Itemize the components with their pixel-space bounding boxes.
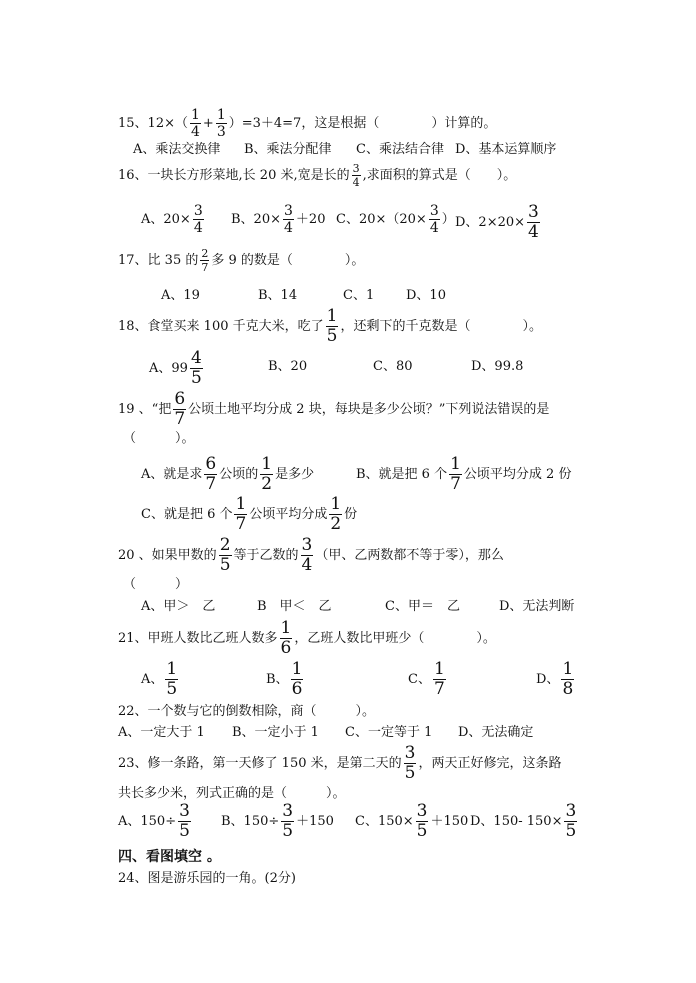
- numerator: 3: [352, 162, 360, 175]
- option-fraction: [193, 204, 204, 235]
- numerator: 3: [416, 801, 428, 821]
- q20-answer-blank: （ ）: [123, 577, 189, 592]
- option-fraction: [527, 204, 540, 241]
- q18-option-a: [149, 350, 205, 387]
- numerator: 3: [179, 801, 190, 821]
- numerator: 4: [190, 348, 202, 368]
- q22-option-d: D、无法确定: [458, 725, 534, 740]
- option-fraction: [291, 661, 304, 698]
- q18-option-c: C、80: [373, 359, 413, 374]
- option-fraction: [234, 496, 247, 533]
- numerator: 3: [565, 801, 577, 821]
- q23-text-end: ，两天正好修完，这条路: [418, 756, 562, 771]
- denominator: 6: [291, 679, 303, 699]
- q20-fraction-2: [301, 537, 314, 574]
- numerator: 3: [284, 203, 293, 219]
- q16-text-start: 16、一块长方形菜地,长 20 米,宽是长的: [118, 168, 350, 183]
- q20-text-start: 20 、如果甲数的: [118, 548, 217, 563]
- denominator: 4: [429, 220, 439, 236]
- numerator: 1: [433, 659, 445, 679]
- denominator: 5: [166, 679, 178, 699]
- q15-option-b: B、乘法分配律: [244, 142, 332, 157]
- denominator: 2: [330, 514, 342, 534]
- option-text: 公顷平均分成: [249, 507, 328, 522]
- denominator: 7: [235, 514, 247, 534]
- q18-text-end: ，还剩下的千克数是（ ）。: [340, 319, 542, 334]
- question-18: [118, 308, 542, 345]
- q17-text-start: 17、比 35 的: [118, 253, 199, 268]
- q19-answer-blank: （ ）。: [123, 431, 195, 446]
- q21-text-end: ，乙班人数比甲班少（ ）。: [294, 631, 496, 646]
- option-fraction: [283, 204, 294, 235]
- numerator: 1: [291, 659, 303, 679]
- option-fraction: [449, 456, 462, 493]
- q16-option-d: [455, 204, 542, 241]
- denominator: 5: [219, 555, 231, 575]
- q23-option-c: [355, 803, 468, 840]
- option-text: A、99: [149, 360, 188, 376]
- q23-text-start: 23、修一条路，第一天修了 150 米，是第二天的: [118, 756, 402, 771]
- option-text: ＋150: [296, 814, 334, 829]
- denominator: 4: [190, 124, 200, 140]
- numerator: 1: [235, 494, 247, 514]
- q15-option-d: D、基本运算顺序: [455, 142, 557, 157]
- denominator: 4: [301, 555, 313, 575]
- q22-option-a: A、一定大于 1: [118, 725, 205, 740]
- option-fraction: [329, 496, 342, 533]
- option-fraction: [281, 803, 294, 840]
- q21-option-b: [266, 661, 305, 698]
- numerator: 3: [282, 801, 294, 821]
- denominator: 7: [433, 679, 445, 699]
- denominator: 4: [352, 176, 360, 189]
- q23-text-line2: 共长多少米，列式正确的是（ ）。: [118, 786, 346, 801]
- option-label: A、: [141, 672, 164, 687]
- denominator: 5: [179, 821, 190, 841]
- denominator: 5: [190, 368, 202, 388]
- question-16: [118, 163, 516, 188]
- q20-option-a: A、甲＞ 乙: [141, 599, 216, 614]
- q16-option-b: [231, 204, 325, 235]
- denominator: 5: [326, 326, 338, 346]
- numerator: 1: [450, 454, 461, 474]
- option-text: C、150×: [355, 814, 414, 829]
- denominator: 6: [280, 638, 292, 658]
- option-text: ＋150: [430, 814, 469, 829]
- option-text: 公顷的: [219, 467, 259, 482]
- q17-text-end: 多 9 的数是（ ）。: [211, 253, 365, 268]
- denominator: 8: [562, 679, 574, 699]
- q17-option-c: C、1: [343, 288, 375, 303]
- option-text: B、就是把 6 个: [356, 467, 448, 482]
- numerator: 1: [330, 494, 342, 514]
- numerator: 2: [219, 535, 231, 555]
- q19-fraction: [173, 391, 186, 428]
- option-text: A、就是求: [141, 467, 203, 482]
- q20-text-mid: 等于乙数的: [233, 548, 299, 563]
- q15-option-c: C、乘法结合律: [356, 142, 444, 157]
- option-fraction: [190, 350, 203, 387]
- option-label: B、: [266, 672, 289, 687]
- numerator: 1: [216, 107, 226, 123]
- option-text: 公顷平均分成 2 份: [463, 467, 572, 482]
- numerator: 2: [201, 247, 209, 260]
- option-text: ）: [441, 212, 455, 227]
- q19-option-b: [356, 456, 571, 493]
- q20-fraction-1: [219, 537, 232, 574]
- q19-option-c: [141, 496, 357, 533]
- question-24: 24、图是游乐园的一角。(2分): [118, 871, 296, 886]
- numerator: 1: [280, 618, 292, 638]
- denominator: 7: [201, 261, 209, 274]
- numerator: 1: [190, 107, 200, 123]
- numerator: 3: [429, 203, 439, 219]
- q20-option-b: B 甲＜ 乙: [257, 599, 332, 614]
- denominator: 4: [528, 222, 539, 242]
- q15-fraction-2: [216, 108, 227, 139]
- denominator: 5: [404, 763, 416, 783]
- question-19: [118, 391, 549, 428]
- numerator: 3: [528, 202, 539, 222]
- numerator: 3: [404, 743, 416, 763]
- numerator: 6: [205, 454, 217, 474]
- option-fraction: [433, 661, 446, 698]
- numerator: 1: [326, 306, 338, 326]
- q23-option-a: [118, 803, 193, 840]
- numerator: 6: [174, 389, 186, 409]
- option-fraction: [204, 456, 217, 493]
- denominator: 4: [284, 220, 293, 236]
- option-fraction: [260, 456, 273, 493]
- numerator: 1: [562, 659, 574, 679]
- denominator: 5: [282, 821, 294, 841]
- option-text: D、2×20×: [455, 215, 526, 230]
- q18-fraction: [326, 308, 339, 345]
- q15-option-a: A、乘法交换律: [133, 142, 221, 157]
- q23-fraction: [404, 745, 417, 782]
- option-text: A、150÷: [118, 814, 177, 829]
- option-text: A、20×: [141, 212, 191, 227]
- q19-text-start: 19 、“把: [118, 402, 172, 417]
- q15-fraction-1: [190, 108, 201, 139]
- q19-text-end: 公顷土地平均分成 2 块，每块是多少公顷？”下列说法错误的是: [188, 402, 550, 417]
- denominator: 2: [261, 474, 273, 494]
- numerator: 1: [261, 454, 273, 474]
- option-fraction: [178, 803, 191, 840]
- q18-text-start: 18、食堂买来 100 千克大米，吃了: [118, 319, 324, 334]
- q20-text-end: （甲、乙两数都不等于零），那么: [315, 548, 504, 563]
- question-20: [118, 537, 504, 574]
- q21-fraction: [280, 620, 293, 657]
- section-heading: 四、看图填空 。: [118, 849, 221, 865]
- numerator: 3: [301, 535, 313, 555]
- q16-text-end: ,求面积的算式是（ ）。: [362, 168, 517, 183]
- plus-sign: +: [202, 116, 214, 131]
- denominator: 3: [216, 124, 226, 140]
- q21-option-c: [408, 661, 448, 698]
- option-text: B、150÷: [221, 814, 280, 829]
- denominator: 7: [450, 474, 461, 494]
- q15-text-start: 15、12×（: [118, 116, 188, 131]
- q20-option-c: C、甲＝ 乙: [385, 599, 460, 614]
- option-text: 是多少: [275, 467, 315, 482]
- question-23: [118, 745, 561, 782]
- option-fraction: [429, 204, 440, 235]
- q16-option-c: [336, 204, 455, 235]
- option-text: C、就是把 6 个: [141, 507, 233, 522]
- q15-text-end: ）=3＋4=7，这是根据（ ）计算的。: [228, 116, 497, 131]
- q17-option-b: B、14: [258, 288, 298, 303]
- q23-option-b: [221, 803, 334, 840]
- q21-text-start: 21、甲班人数比乙班人数多: [118, 631, 278, 646]
- option-fraction: [564, 803, 577, 840]
- q16-option-a: [141, 204, 206, 235]
- q20-option-d: D、无法判断: [499, 599, 575, 614]
- numerator: 3: [193, 203, 203, 219]
- denominator: 7: [174, 409, 186, 429]
- q17-option-a: A、19: [161, 288, 200, 303]
- q23-option-d: [470, 803, 579, 840]
- q18-option-d: D、99.8: [471, 359, 524, 374]
- option-label: C、: [408, 672, 431, 687]
- option-fraction: [416, 803, 429, 840]
- question-17: [118, 248, 364, 273]
- option-text: D、150- 150×: [470, 814, 563, 829]
- denominator: 5: [416, 821, 428, 841]
- question-15: [118, 108, 496, 139]
- option-text: C、20×（20×: [336, 212, 427, 227]
- denominator: 7: [205, 474, 217, 494]
- option-fraction: [561, 661, 574, 698]
- q16-fraction: [352, 163, 361, 188]
- question-22: 22、一个数与它的倒数相除，商（ ）。: [118, 704, 376, 719]
- q17-option-d: D、10: [406, 288, 446, 303]
- option-text: B、20×: [231, 212, 281, 227]
- numerator: 1: [166, 659, 178, 679]
- q18-option-b: B、20: [268, 359, 308, 374]
- mixed-number: [149, 350, 205, 387]
- denominator: 5: [565, 821, 577, 841]
- q21-option-a: [141, 661, 180, 698]
- q17-fraction: [200, 248, 209, 273]
- question-21: [118, 620, 496, 657]
- option-label: D、: [536, 672, 560, 687]
- denominator: 4: [193, 220, 203, 236]
- q21-option-d: [536, 661, 576, 698]
- q22-option-b: B、一定小于 1: [232, 725, 319, 740]
- q19-option-a: [141, 456, 314, 493]
- option-text: ＋20: [295, 212, 326, 227]
- q22-option-c: C、一定等于 1: [345, 725, 433, 740]
- option-fraction: [165, 661, 178, 698]
- option-text: 份: [344, 507, 358, 522]
